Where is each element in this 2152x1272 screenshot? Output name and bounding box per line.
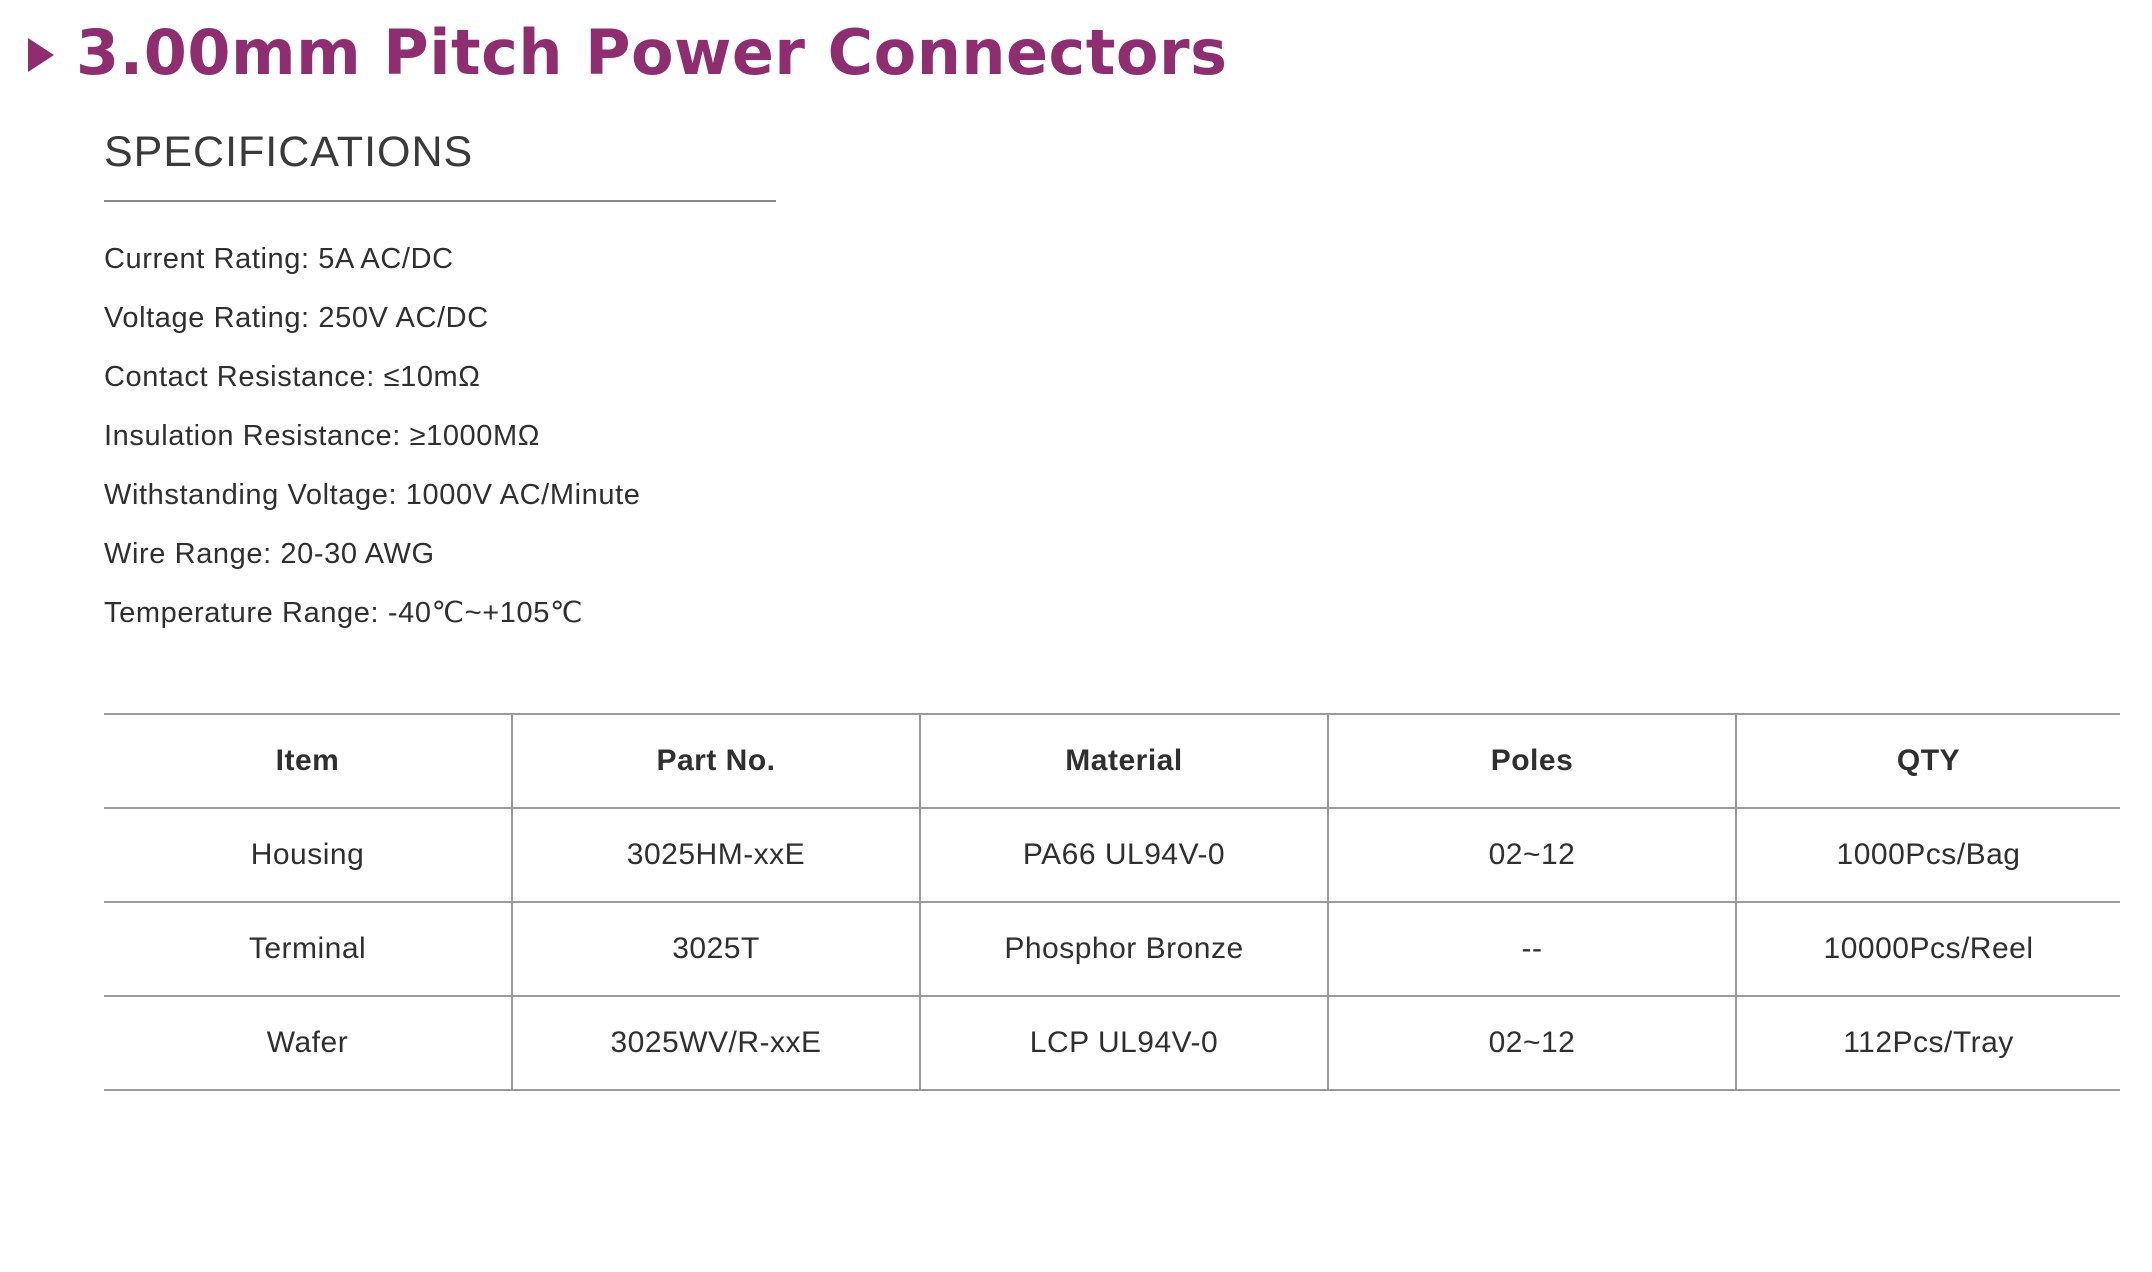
table-row bbox=[104, 902, 2120, 996]
spec-item: Temperature Range: -40℃~+105℃ bbox=[104, 597, 584, 630]
cell-item: Wafer bbox=[104, 996, 512, 1090]
section-divider bbox=[104, 200, 776, 202]
specifications-heading: SPECIFICATIONS bbox=[104, 128, 474, 176]
column-header-qty: QTY bbox=[1736, 714, 2120, 808]
triangle-right-icon bbox=[28, 38, 54, 72]
table-row bbox=[104, 808, 2120, 902]
cell-item: Terminal bbox=[104, 902, 512, 996]
cell-part-no: 3025T bbox=[512, 902, 920, 996]
specifications-section bbox=[0, 130, 2152, 643]
cell-material: LCP UL94V-0 bbox=[920, 996, 1328, 1090]
cell-material: Phosphor Bronze bbox=[920, 902, 1328, 996]
table-row bbox=[104, 996, 2120, 1090]
cell-material: PA66 UL94V-0 bbox=[920, 808, 1328, 902]
cell-poles: 02~12 bbox=[1328, 996, 1736, 1090]
spec-item: Withstanding Voltage: 1000V AC/Minute bbox=[104, 479, 641, 512]
cell-poles: -- bbox=[1328, 902, 1736, 996]
spec-item: Voltage Rating: 250V AC/DC bbox=[104, 302, 489, 335]
cell-qty: 10000Pcs/Reel bbox=[1736, 902, 2120, 996]
spec-item: Contact Resistance: ≤10mΩ bbox=[104, 361, 481, 394]
spec-item: Current Rating: 5A AC/DC bbox=[104, 243, 454, 276]
column-header-poles: Poles bbox=[1328, 714, 1736, 808]
cell-part-no: 3025WV/R-xxE bbox=[512, 996, 920, 1090]
spec-item: Insulation Resistance: ≥1000MΩ bbox=[104, 420, 541, 453]
table-body bbox=[104, 808, 2120, 1090]
specifications-list bbox=[104, 230, 2152, 643]
spec-item: Wire Range: 20-30 AWG bbox=[104, 538, 435, 571]
parts-table-wrapper bbox=[0, 713, 2152, 1091]
column-header-item: Item bbox=[104, 714, 512, 808]
cell-qty: 1000Pcs/Bag bbox=[1736, 808, 2120, 902]
parts-table bbox=[104, 713, 2120, 1091]
column-header-part-no: Part No. bbox=[512, 714, 920, 808]
table-header-row bbox=[104, 714, 2120, 808]
cell-part-no: 3025HM-xxE bbox=[512, 808, 920, 902]
page-title-row bbox=[0, 0, 2152, 89]
cell-poles: 02~12 bbox=[1328, 808, 1736, 902]
cell-qty: 112Pcs/Tray bbox=[1736, 996, 2120, 1090]
page-title: 3.00mm Pitch Power Connectors bbox=[76, 16, 1228, 89]
cell-item: Housing bbox=[104, 808, 512, 902]
column-header-material: Material bbox=[920, 714, 1328, 808]
table-header bbox=[104, 714, 2120, 808]
